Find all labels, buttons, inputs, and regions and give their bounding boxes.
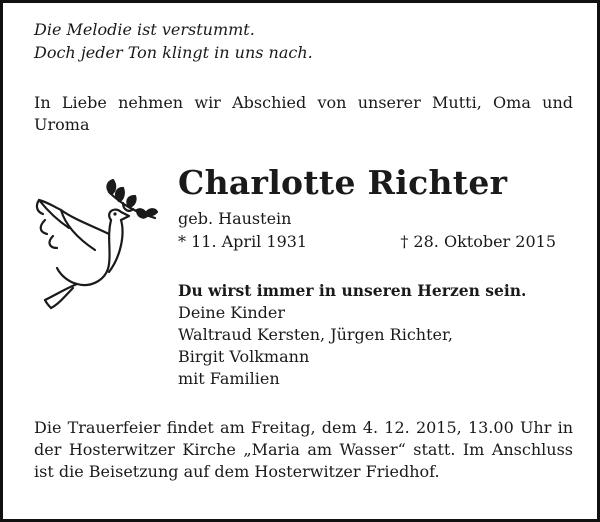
family-line-4: mit Familien bbox=[178, 369, 280, 388]
motto bbox=[34, 18, 313, 64]
family-section bbox=[178, 280, 578, 390]
dove-with-olive-branch-icon bbox=[25, 176, 165, 316]
family-line-3: Birgit Volkmann bbox=[178, 347, 310, 366]
funeral-service-info: Die Trauerfeier findet am Freitag, dem 4. 12. 2015, 13.00 Uhr in der Hosterwitzer Kirche „Maria am Wasser“ statt. Im Anschluss ist die Beisetzung auf dem Hosterwitzer Friedhof. bbox=[34, 418, 573, 481]
family-quote: Du wirst immer in unseren Herzen sein. bbox=[178, 281, 527, 300]
deceased-name: Charlotte Richter bbox=[178, 163, 508, 202]
birth-date: * 11. April 1931 bbox=[178, 232, 308, 251]
motto-line-2: Doch jeder Ton klingt in uns nach. bbox=[34, 43, 313, 62]
intro-text: In Liebe nehmen wir Abschied von unserer Mutti, Oma und Uroma bbox=[34, 93, 573, 134]
birth-name: geb. Haustein bbox=[178, 209, 292, 228]
death-date: † 28. Oktober 2015 bbox=[400, 232, 556, 251]
family-line-1: Deine Kinder bbox=[178, 303, 286, 322]
family-line-2: Waltraud Kersten, Jürgen Richter, bbox=[178, 325, 453, 344]
motto-line-1: Die Melodie ist verstummt. bbox=[34, 20, 255, 39]
